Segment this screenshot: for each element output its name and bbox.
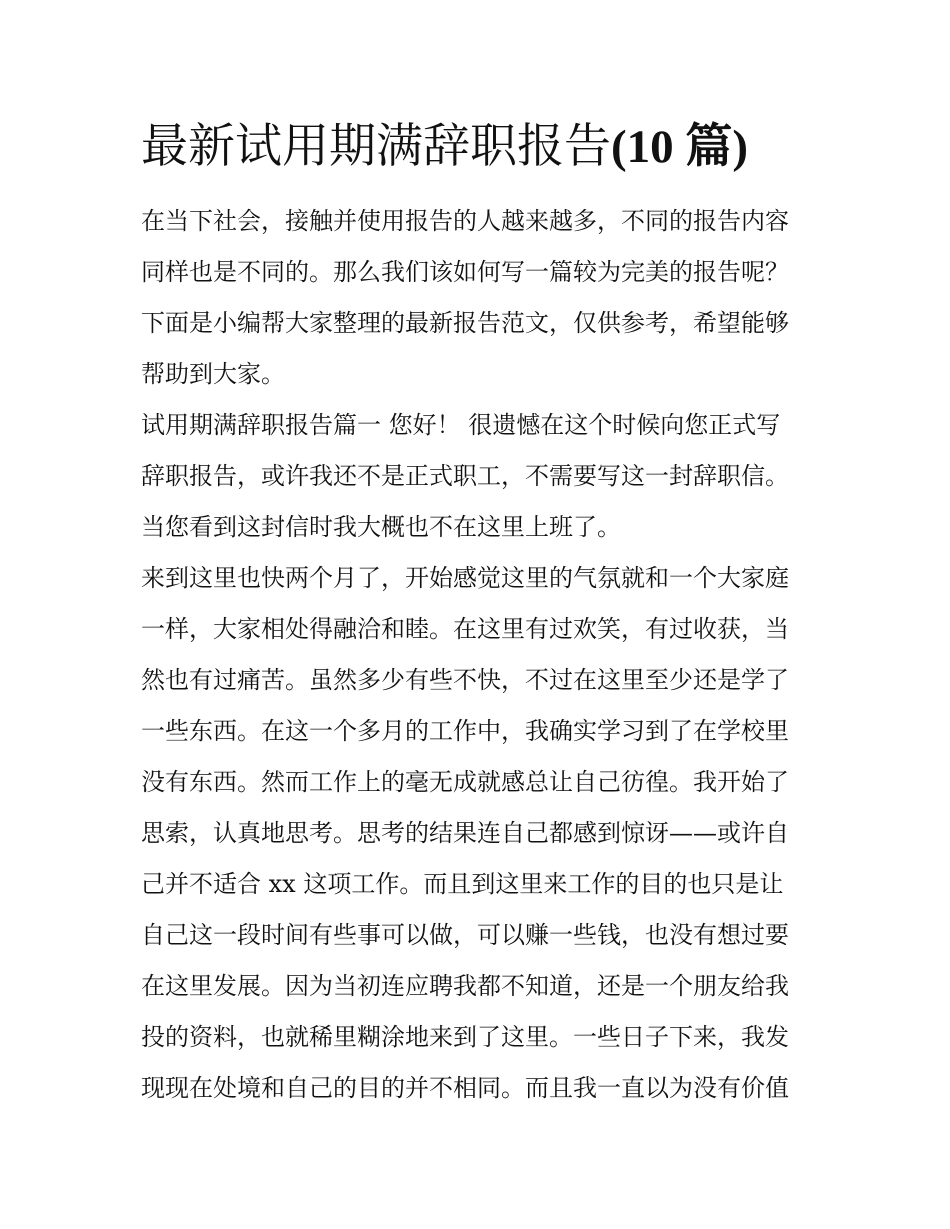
text-line: 帮助到大家。 <box>141 360 285 388</box>
text-line: 在当下社会，接触并使用报告的人越来越多，不同的报告内容 <box>141 207 789 235</box>
text-line: 来到这里也快两个月了，开始感觉这里的气氛就和一个大家庭 <box>141 564 789 592</box>
title-count: (10 篇) <box>611 121 749 173</box>
text-line: 在这里发展。因为当初连应聘我都不知道，还是一个朋友给我 <box>141 972 789 1000</box>
text-line: 没有东西。然而工作上的毫无成就感总让自己彷徨。我开始了 <box>141 768 789 796</box>
text-line: 下面是小编帮大家整理的最新报告范文，仅供参考，希望能够 <box>141 309 789 337</box>
text-line: 试用期满辞职报告篇一 您好！ 很遗憾在这个时候向您正式写 <box>141 411 781 439</box>
body-text <box>141 196 821 1114</box>
text-line: 一样，大家相处得融洽和睦。在这里有过欢笑，有过收获，当 <box>141 615 789 643</box>
text-line: 思索，认真地思考。思考的结果连自己都感到惊讶——或许自 <box>141 819 789 847</box>
text-line: 现现在处境和自己的目的并不相同。而且我一直以为没有价值 <box>141 1074 789 1102</box>
text-line: 投的资料，也就稀里糊涂地来到了这里。一些日子下来，我发 <box>141 1023 789 1051</box>
text-line: 一些东西。在这一个多月的工作中，我确实学习到了在学校里 <box>141 717 789 745</box>
text-line: 己并不适合 xx 这项工作。而且到这里来工作的目的也只是让 <box>141 870 784 898</box>
text-line: 自己这一段时间有些事可以做，可以赚一些钱，也没有想过要 <box>141 921 789 949</box>
page-title <box>141 112 841 182</box>
title-main: 最新试用期满辞职报告 <box>141 119 611 174</box>
text-line: 同样也是不同的。那么我们该如何写一篇较为完美的报告呢？ <box>141 258 789 286</box>
text-line: 辞职报告，或许我还不是正式职工，不需要写这一封辞职信。 <box>141 462 789 490</box>
text-line: 然也有过痛苦。虽然多少有些不快，不过在这里至少还是学了 <box>141 666 789 694</box>
text-line: 当您看到这封信时我大概也不在这里上班了。 <box>141 513 621 541</box>
